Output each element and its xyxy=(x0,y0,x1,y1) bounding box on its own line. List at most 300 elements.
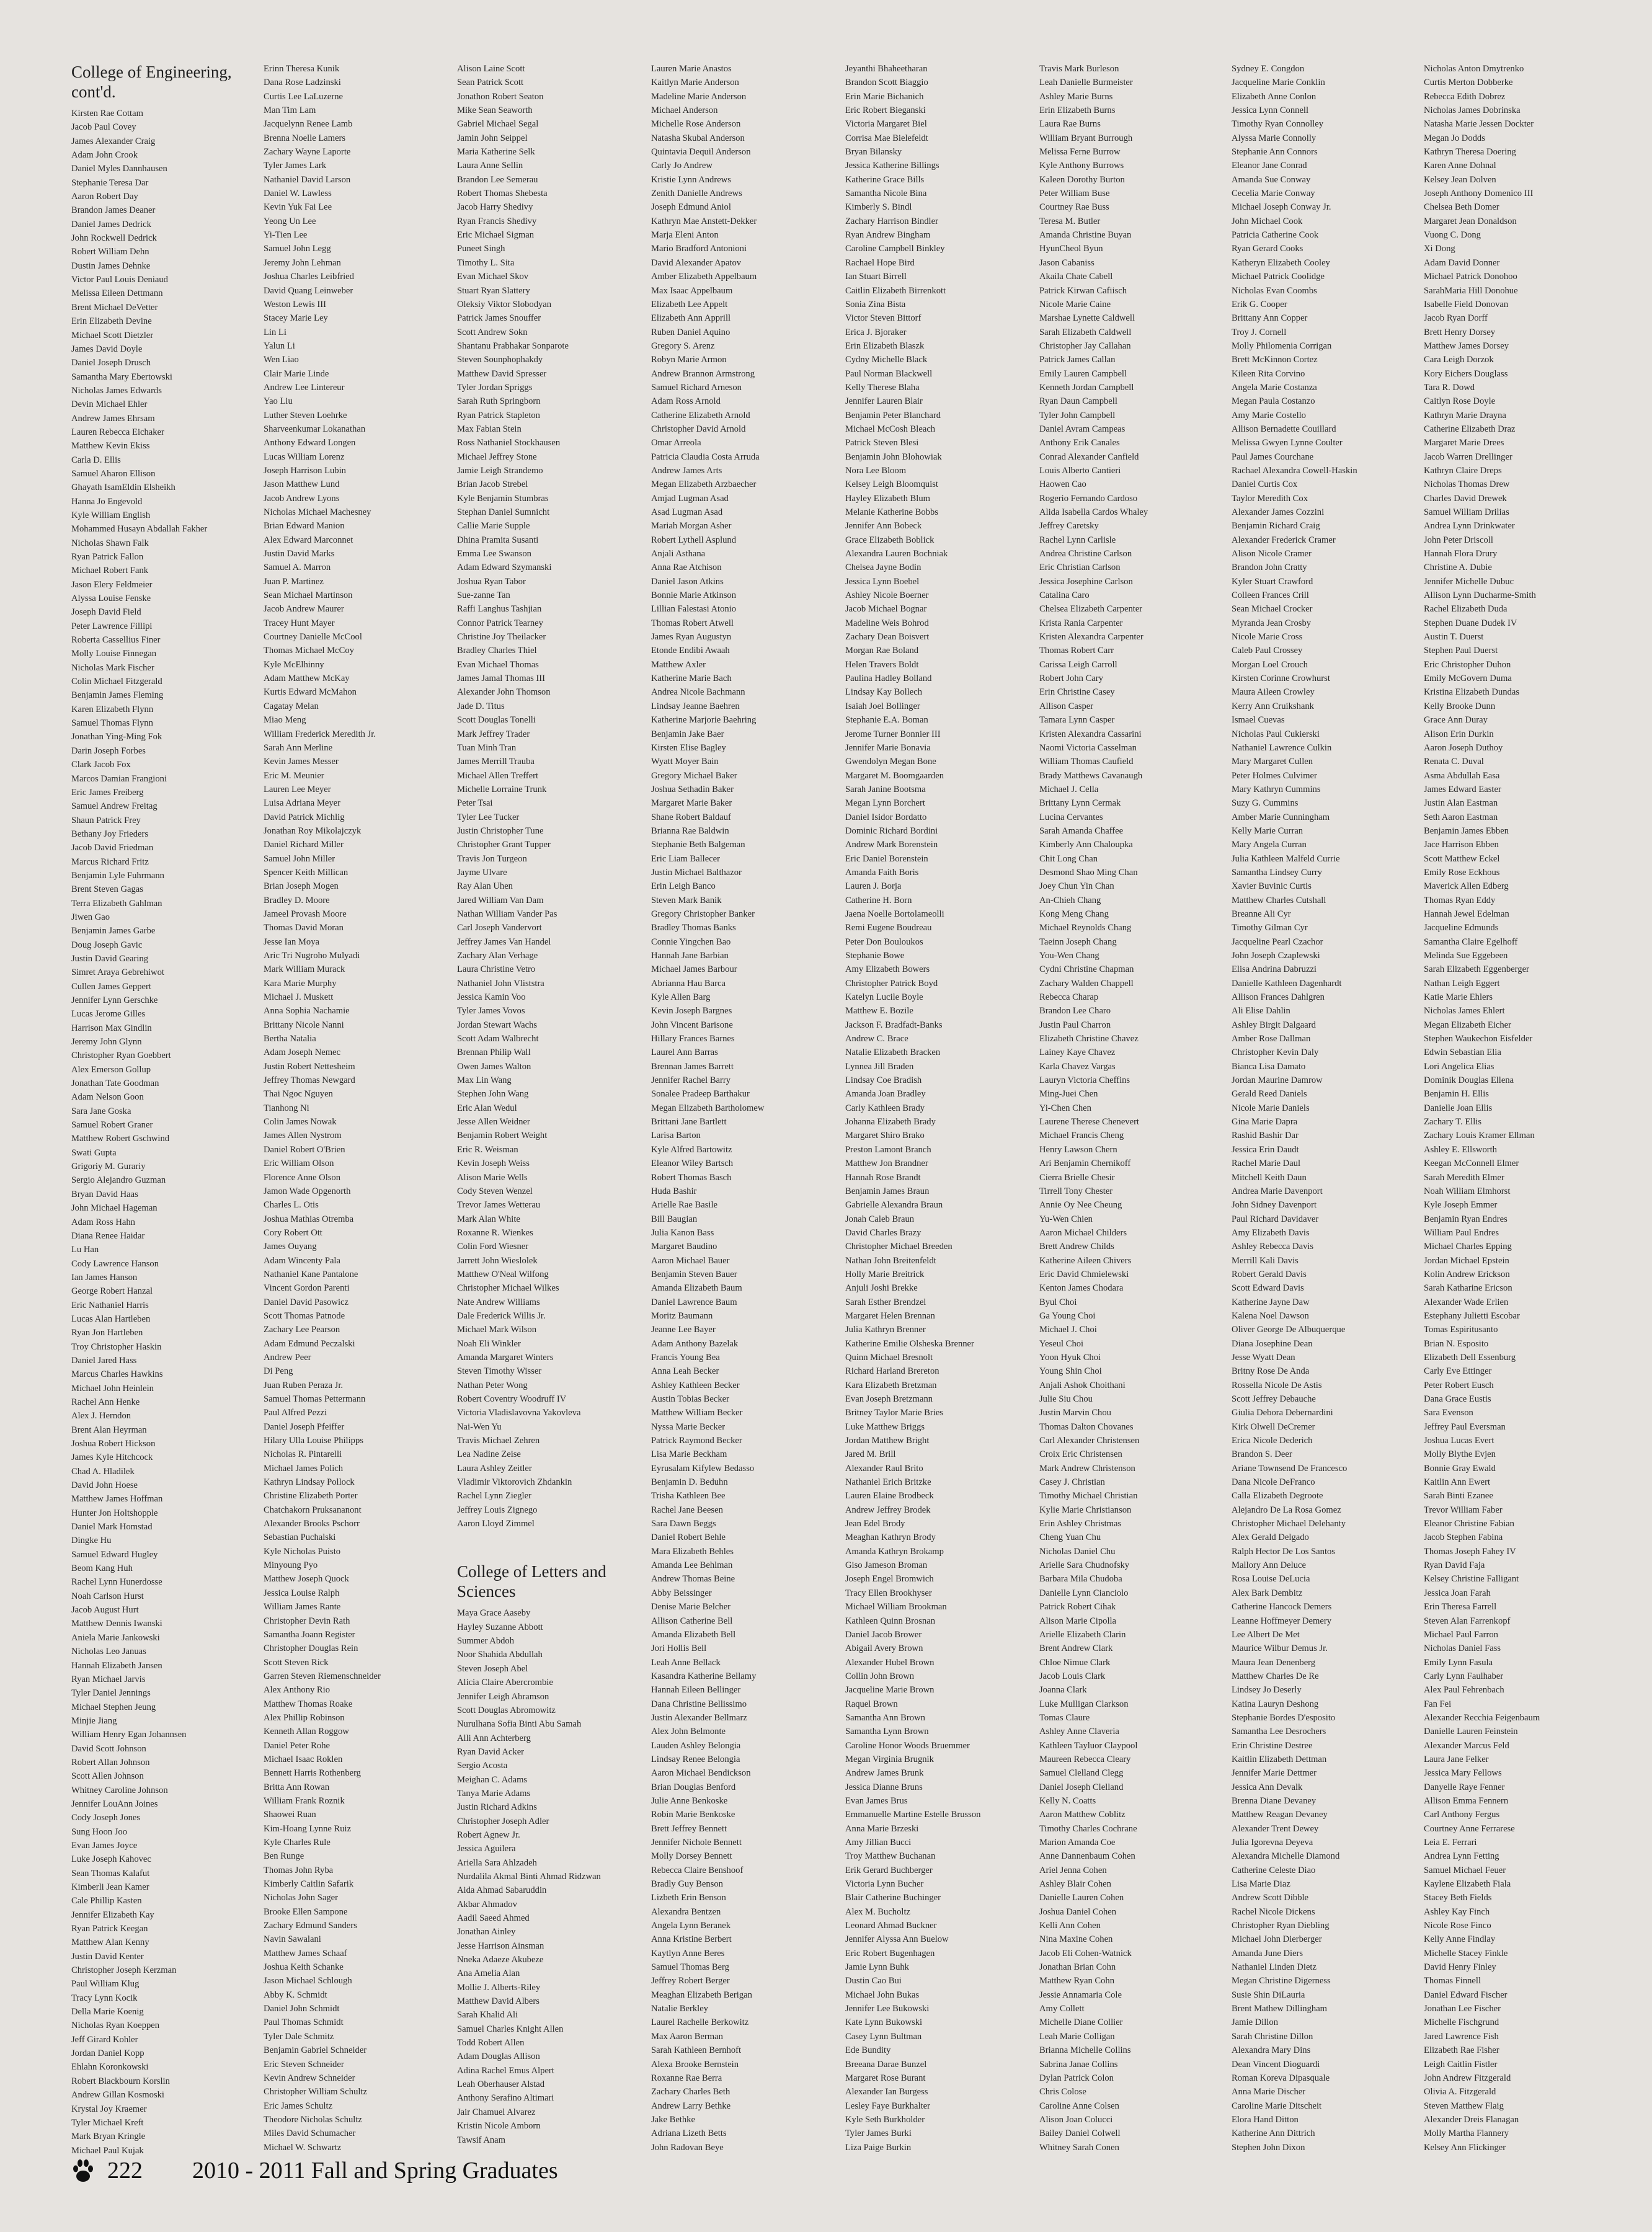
graduate-name: Carla D. Ellis xyxy=(71,455,121,465)
graduate-name: Julia Kathleen Malfeld Currie xyxy=(1232,853,1340,864)
graduate-name: Connor Patrick Tearney xyxy=(457,618,543,628)
graduate-name: Marcus Richard Fritz xyxy=(71,856,149,867)
graduate-name: Samantha Mary Ebertowski xyxy=(71,371,172,382)
graduate-name: Cale Phillip Kasten xyxy=(71,1896,142,1906)
graduate-name: Michael Jeffrey Stone xyxy=(457,451,537,462)
graduate-name: Alexandra Michelle Diamond xyxy=(1232,1851,1340,1862)
graduate-name: Jacqueline Edmunds xyxy=(1424,923,1499,933)
graduate-name: Elizabeth Ann Apprill xyxy=(651,313,731,324)
graduate-name: Hillary Frances Barnes xyxy=(651,1034,735,1044)
graduate-name: Andrew Jeffrey Brodek xyxy=(845,1505,931,1515)
graduate-name: Ryan Gerard Cooks xyxy=(1232,244,1303,254)
graduate-name: Kirsten Rae Cottam xyxy=(71,109,143,118)
graduate-name: Harrison Max Gindlin xyxy=(71,1023,152,1033)
graduate-name: Raquel Brown xyxy=(845,1699,898,1709)
graduate-name: Natalie Elizabeth Bracken xyxy=(845,1047,941,1058)
graduate-name: Dean Vincent Dioguardi xyxy=(1232,2059,1320,2070)
graduate-name: Nicholas James Dobrinska xyxy=(1424,105,1521,116)
graduate-name: Michael Robert Fank xyxy=(71,566,149,576)
graduate-name: Kory Eichers Douglass xyxy=(1424,368,1508,379)
graduate-name: Evan Michael Skov xyxy=(457,272,529,282)
graduate-name: Lisa Marie Diaz xyxy=(1232,1879,1290,1890)
graduate-name: Jesse Harrison Ainsman xyxy=(457,1941,544,1951)
graduate-name: Jessica Josephine Carlson xyxy=(1039,576,1133,587)
graduate-name: Katherine Emilie Olsheska Brenner xyxy=(845,1338,974,1349)
graduate-name: Samuel Andrew Freitag xyxy=(71,801,158,812)
graduate-name: Robert John Cary xyxy=(1039,674,1103,684)
graduate-name: Brett Jeffrey Bennett xyxy=(651,1823,727,1834)
graduate-name: Leonard Ahmad Buckner xyxy=(845,1921,937,1931)
graduate-name: Robyn Marie Armon xyxy=(651,355,727,365)
graduate-name: Amanda Joan Bradley xyxy=(845,1089,926,1100)
graduate-name: Nora Lee Bloom xyxy=(845,465,907,476)
graduate-name: Eric James Schultz xyxy=(264,2101,333,2111)
graduate-name: Miles David Schumacher xyxy=(264,2128,356,2139)
graduate-name: Jared M. Brill xyxy=(845,1449,896,1460)
graduate-name: Joshua Daniel Cohen xyxy=(1039,1906,1117,1917)
graduate-name: Hannah Flora Drury xyxy=(1424,549,1498,559)
graduate-name: Emily Rose Eckhous xyxy=(1424,867,1500,878)
graduate-name: Justin David Kenter xyxy=(71,1951,144,1962)
graduate-name: Yao Liu xyxy=(264,396,293,407)
graduate-name: Croix Eric Christensen xyxy=(1039,1449,1122,1460)
graduate-name: Erin Leigh Banco xyxy=(651,881,716,892)
graduate-name: Molly Blythe Evjen xyxy=(1424,1449,1496,1460)
graduate-name: Tara R. Dowd xyxy=(1424,382,1475,393)
graduate-name: Kelly Anne Findlay xyxy=(1424,1934,1496,1945)
graduate-name: Asad Lugman Asad xyxy=(651,507,723,517)
graduate-name: Kasandra Katherine Bellamy xyxy=(651,1671,757,1681)
graduate-name: Lea Nadine Zeise xyxy=(457,1449,521,1460)
graduate-name: Zachary Harrison Bindler xyxy=(845,216,938,226)
graduate-name: Erica J. Bjoraker xyxy=(845,327,907,337)
graduate-name: James Merrill Traubа xyxy=(457,757,535,767)
graduate-name: Maura Aileen Crowley xyxy=(1232,687,1315,698)
graduate-name: Kaytlyn Anne Beres xyxy=(651,1948,725,1959)
graduate-name: Paulina Hadley Bolland xyxy=(845,674,932,684)
graduate-name: Dominik Douglas Ellena xyxy=(1424,1075,1514,1086)
graduate-name: Lauden Ashley Belongia xyxy=(651,1740,741,1751)
graduate-name: Moritz Baumann xyxy=(651,1310,713,1321)
graduate-name: Margaret Marie Baker xyxy=(651,798,732,809)
graduate-name: Caroline Honor Woods Bruemmer xyxy=(845,1740,970,1751)
graduate-name: Tyler James Vovos xyxy=(457,1006,525,1016)
graduate-name: Adam John Crook xyxy=(71,150,138,161)
graduate-name: Rachael Alexandra Cowell-Haskin xyxy=(1232,465,1357,476)
graduate-name: Kelsey Leigh Bloomquist xyxy=(845,479,938,490)
graduate-name: Benjamin James Braun xyxy=(845,1186,930,1196)
graduate-name: Aadil Saeed Ahmed xyxy=(457,1913,530,1923)
graduate-name: Minjie Jiang xyxy=(71,1715,117,1726)
graduate-name: Stephen Paul Duerst xyxy=(1424,646,1498,656)
graduate-name: Hayley Elizabeth Blum xyxy=(845,493,930,504)
graduate-name: Kathryn Marie Drayna xyxy=(1424,410,1506,420)
graduate-name: Amanda Elizabeth Baum xyxy=(651,1283,742,1294)
graduate-name: Ghayath IsamEldin Elsheikh xyxy=(71,482,175,493)
graduate-name: Matthew Axler xyxy=(651,659,706,670)
graduate-name: Thomas John Ryba xyxy=(264,1865,334,1875)
graduate-name: Aric Tri Nugroho Mulyadi xyxy=(264,951,360,961)
graduate-name: Doug Joseph Gavic xyxy=(71,940,143,950)
graduate-name: Yu-Wen Chien xyxy=(1039,1214,1093,1224)
graduate-name: Sarah Esther Brendzel xyxy=(845,1297,926,1307)
graduate-name: Jiwen Gao xyxy=(71,912,110,922)
graduate-name: William Paul Endres xyxy=(1424,1227,1499,1238)
graduate-name: Caroline Marie Ditscheit xyxy=(1232,2101,1322,2111)
graduate-name: Bennett Harris Rothenberg xyxy=(264,1768,361,1779)
graduate-name: Taylor Meredith Cox xyxy=(1232,493,1308,504)
graduate-name: Cara Leigh Dorzok xyxy=(1424,355,1494,365)
graduate-name: Bertha Natalia xyxy=(264,1034,316,1044)
graduate-name: Eric Daniel Borenstein xyxy=(845,853,928,864)
column-8 xyxy=(1424,62,1610,2154)
graduate-name: Robert Allan Johnson xyxy=(71,1757,150,1767)
graduate-name: Mark Andrew Christenson xyxy=(1039,1463,1135,1474)
graduate-name: Sung Hoon Joo xyxy=(71,1826,128,1837)
graduate-name: Amanda June Diers xyxy=(1232,1948,1303,1959)
graduate-name: Stephanie E.A. Boman xyxy=(845,715,928,726)
graduate-name: Ryan Daun Campbell xyxy=(1039,396,1117,407)
graduate-name: Samuel William Drilias xyxy=(1424,507,1509,517)
graduate-name: Xavier Buvinic Curtis xyxy=(1232,881,1312,892)
graduate-name: Patrick Robert Cihak xyxy=(1039,1602,1116,1612)
paw-print-icon xyxy=(71,2158,95,2184)
graduate-name: Huda Bashir xyxy=(651,1186,697,1196)
graduate-name: Anna Rae Atchison xyxy=(651,562,722,573)
graduate-name: Catherine Hancock Demers xyxy=(1232,1602,1332,1612)
graduate-name: Nathaniel Erich Britzke xyxy=(845,1477,931,1488)
graduate-name: Summer Abdoh xyxy=(457,1636,515,1647)
graduate-name: Hayley Suzanne Abbott xyxy=(457,1622,543,1632)
graduate-name: Matthew Reagan Devaney xyxy=(1232,1810,1328,1820)
graduate-name: Daniel Isidor Bordatto xyxy=(845,812,927,822)
graduate-name: Kevin Joseph Weiss xyxy=(457,1158,530,1169)
graduate-name: Krystal Joy Kraemer xyxy=(71,2104,147,2114)
graduate-name: Sarah Ann Merline xyxy=(264,742,333,753)
graduate-name: Zachary Charles Beth xyxy=(651,2087,731,2097)
graduate-name: Laura Rae Burns xyxy=(1039,119,1101,130)
graduate-name: Kylie Marie Christianson xyxy=(1039,1505,1132,1515)
graduate-name: Kevin Joseph Bargnes xyxy=(651,1006,732,1016)
graduate-name: Zachary Lee Pearson xyxy=(264,1325,340,1335)
graduate-name: Andrew Gillan Kosmoski xyxy=(71,2090,164,2101)
graduate-name: Giulia Debora Debernardini xyxy=(1232,1408,1333,1418)
graduate-name: Thomas Joseph Fahey IV xyxy=(1424,1546,1516,1557)
graduate-name: Gwendolyn Megan Bone xyxy=(845,757,936,767)
graduate-name: Alexander Recchia Feigenbaum xyxy=(1424,1712,1540,1723)
graduate-name: Christopher Jay Callahan xyxy=(1039,340,1131,351)
graduate-name: Jeffrey Louis Zignego xyxy=(457,1505,538,1515)
graduate-name: Jeffrey Thomas Newgard xyxy=(264,1075,355,1086)
graduate-name: Christopher Devin Rath xyxy=(264,1616,350,1626)
graduate-name: Matthew James Schaaf xyxy=(264,1948,347,1959)
graduate-name: Danielle Lynn Cianciolo xyxy=(1039,1588,1129,1598)
graduate-name: Matthew William Becker xyxy=(651,1408,743,1418)
graduate-name: Jordan Maurine Damrow xyxy=(1232,1075,1323,1086)
graduate-name: Adam David Donner xyxy=(1424,257,1500,268)
graduate-name: Rebecca Charap xyxy=(1039,992,1099,1003)
graduate-name: Alison Laine Scott xyxy=(457,64,525,74)
graduate-name: Margaret Rose Burant xyxy=(845,2073,926,2083)
graduate-name: Jonathan Ainley xyxy=(457,1927,516,1937)
graduate-name: Michael J. Muskett xyxy=(264,992,334,1003)
graduate-name: Giso Jameson Broman xyxy=(845,1560,928,1571)
graduate-name: Matthew Jon Brandner xyxy=(845,1158,928,1169)
graduate-name: Sarah Elizabeth Caldwell xyxy=(1039,327,1132,337)
graduate-name: Travis Michael Zehren xyxy=(457,1436,540,1446)
graduate-name: Robert Thomas Shebesta xyxy=(457,189,548,199)
graduate-name: Rachel Lynn Hunerdosse xyxy=(71,1577,162,1588)
graduate-name: Kyle Benjamin Stumbras xyxy=(457,493,549,504)
graduate-name: Seth Aaron Eastman xyxy=(1424,812,1498,822)
graduate-name: Samantha Lee Desrochers xyxy=(1232,1727,1326,1737)
graduate-name: Kelly Marie Curran xyxy=(1232,825,1303,836)
graduate-name: Jennifer Leigh Abramson xyxy=(457,1691,549,1702)
graduate-name: SarahMaria Hill Donohue xyxy=(1424,285,1518,296)
graduate-name: Jordan Matthew Bright xyxy=(845,1436,930,1446)
graduate-name: Yeong Un Lee xyxy=(264,216,316,226)
graduate-name: Margaret Marie Drees xyxy=(1424,438,1504,448)
graduate-name: Britny Rose De Anda xyxy=(1232,1366,1310,1377)
graduate-name: Jessica Kamin Voo xyxy=(457,992,526,1003)
graduate-name: Tyler Dale Schmitz xyxy=(264,2031,334,2042)
graduate-name: Joshua Lucas Evert xyxy=(1424,1436,1494,1446)
graduate-name: Matthew David Albers xyxy=(457,1996,540,2007)
graduate-name: Man Tim Lam xyxy=(264,105,316,116)
graduate-name: Lindsay Coe Bradish xyxy=(845,1075,922,1086)
graduate-name: Leigh Caitlin Fistler xyxy=(1424,2059,1498,2070)
graduate-name: Abby Beissinger xyxy=(651,1588,712,1598)
graduate-name: Ray Alan Uhen xyxy=(457,881,513,892)
graduate-name: Paul William Klug xyxy=(71,1979,140,1990)
graduate-name: Christopher Michael Delehanty xyxy=(1232,1519,1346,1529)
graduate-name: Jeremy John Glynn xyxy=(71,1037,142,1047)
graduate-name: Jeremy John Lehman xyxy=(264,257,341,268)
graduate-name: Ryan David Acker xyxy=(457,1746,525,1757)
graduate-name: Meaghan Elizabeth Berigan xyxy=(651,1990,752,2000)
graduate-name: Jessica Erin Daudt xyxy=(1232,1144,1299,1155)
graduate-name: You-Wen Chang xyxy=(1039,951,1099,961)
graduate-name: Jessica Joan Farah xyxy=(1424,1588,1491,1598)
graduate-name: Arielle Sara Chudnofsky xyxy=(1039,1560,1130,1571)
graduate-name: Eleanor Wiley Bartsch xyxy=(651,1158,734,1169)
graduate-name: Bradley Thomas Banks xyxy=(651,923,736,933)
graduate-name: Diana Josephine Dean xyxy=(1232,1338,1313,1349)
graduate-name: Brandon Lee Charo xyxy=(1039,1006,1111,1016)
graduate-name: Carly Jo Andrew xyxy=(651,161,713,171)
graduate-name: Karla Chavez Vargas xyxy=(1039,1061,1116,1072)
graduate-name: Jeffrey Caretsky xyxy=(1039,521,1099,531)
graduate-name: Christopher Joseph Kerzman xyxy=(71,1965,177,1976)
graduate-name: James Kyle Hitchcock xyxy=(71,1452,153,1463)
graduate-name: Nicholas James Ehlert xyxy=(1424,1006,1505,1016)
graduate-name: Peter Robert Eusch xyxy=(1424,1380,1494,1390)
graduate-name: Katherine Ann Dittrich xyxy=(1232,2128,1315,2139)
graduate-name: Anna Kristine Berbert xyxy=(651,1934,732,1945)
graduate-name: Kathleen Quinn Brosnan xyxy=(845,1616,936,1626)
graduate-name: Adam Matthew McKay xyxy=(264,674,350,684)
graduate-name: Byul Choi xyxy=(1039,1297,1077,1307)
graduate-name: Catherine Celeste Diao xyxy=(1232,1865,1316,1875)
graduate-name: Daniel Robert Behle xyxy=(651,1532,726,1543)
graduate-name: Patrick Steven Blesi xyxy=(845,438,919,448)
graduate-name: Jerome Turner Bonnier III xyxy=(845,729,941,739)
graduate-name: Anna Marie Brzeski xyxy=(845,1823,919,1834)
graduate-name: Mara Elizabeth Behles xyxy=(651,1546,734,1557)
graduate-name: Andrew Larry Bethke xyxy=(651,2101,731,2111)
graduate-name: Joanna Clark xyxy=(1039,1685,1087,1696)
graduate-name: Cody Steven Wenzel xyxy=(457,1186,533,1196)
graduate-name: Cheng Yuan Chu xyxy=(1039,1532,1101,1543)
graduate-name: Amanda Faith Boris xyxy=(845,867,919,878)
graduate-name: Benjamin Robert Weight xyxy=(457,1131,548,1141)
graduate-name: Jessica Lynn Connell xyxy=(1232,105,1309,116)
graduate-name: Alida Isabella Cardos Whaley xyxy=(1039,507,1148,517)
graduate-name: Kenton James Chodara xyxy=(1039,1283,1124,1294)
graduate-name: Lindsay Kay Bollech xyxy=(845,687,923,698)
graduate-name: Joshua Mathias Otremba xyxy=(264,1214,354,1224)
graduate-name: Johanna Elizabeth Brady xyxy=(845,1117,936,1127)
graduate-name: Oliver George De Albuquerque xyxy=(1232,1325,1346,1335)
graduate-name: Abby K. Schmidt xyxy=(264,1990,327,2000)
graduate-name: Dana Christine Bellissimo xyxy=(651,1699,747,1709)
graduate-name: Louis Alberto Cantieri xyxy=(1039,465,1121,476)
graduate-name: Andrew Brannon Armstrong xyxy=(651,368,755,379)
graduate-name: Alexander Brooks Pschorr xyxy=(264,1519,360,1529)
graduate-name: Carl Anthony Fergus xyxy=(1424,1810,1500,1820)
graduate-name: Catherine Elizabeth Draz xyxy=(1424,424,1516,434)
graduate-name: Jennifer Marie Dettmer xyxy=(1232,1768,1317,1779)
graduate-name: Amber Rose Dallman xyxy=(1232,1034,1311,1044)
graduate-name: Marshae Lynette Caldwell xyxy=(1039,313,1135,324)
column-3 xyxy=(457,62,643,2147)
graduate-name: Sergio Alejandro Guzman xyxy=(71,1175,166,1186)
graduate-name: Hilary Ulla Louise Philipps xyxy=(264,1436,363,1446)
graduate-name: Ashley Nicole Boerner xyxy=(845,590,929,601)
graduate-name: Jamie Dillon xyxy=(1232,2017,1278,2028)
graduate-name: William Frederick Meredith Jr. xyxy=(264,729,376,739)
graduate-name: Amanda Elizabeth Bell xyxy=(651,1629,736,1640)
graduate-name: Colleen Frances Crill xyxy=(1232,590,1309,601)
graduate-name: Matthew Joseph Quock xyxy=(264,1574,349,1585)
graduate-name: Elizabeth Dell Essenburg xyxy=(1424,1352,1516,1363)
graduate-name: Cierra Brielle Chesir xyxy=(1039,1172,1115,1183)
graduate-name: Scott Adam Walbrecht xyxy=(457,1034,539,1044)
graduate-name: Ryan Michael Jarvis xyxy=(71,1674,146,1684)
graduate-name: Michael Mark Wilson xyxy=(457,1325,537,1335)
graduate-name: Michelle Lorraine Trunk xyxy=(457,784,547,794)
graduate-name: Andrew Peer xyxy=(264,1352,311,1363)
graduate-name: Lauren Rebecca Eichaker xyxy=(71,427,164,437)
graduate-name: Leia E. Ferrari xyxy=(1424,1838,1477,1847)
graduate-name: Tracey Hunt Mayer xyxy=(264,618,335,628)
graduate-name: Alison Marie Cipolla xyxy=(1039,1616,1117,1626)
graduate-name: Margaret Baudino xyxy=(651,1242,717,1252)
graduate-name: Michael Scott Dietzler xyxy=(71,330,154,340)
graduate-name: Aaron Michael Bauer xyxy=(651,1255,730,1266)
graduate-name: Gina Marie Dapra xyxy=(1232,1117,1298,1127)
graduate-name: Michael Reynolds Chang xyxy=(1039,923,1132,933)
graduate-name: Larisa Barton xyxy=(651,1131,701,1141)
graduate-name: Michael William Brookman xyxy=(845,1602,947,1612)
graduate-name: Rachael Hope Bird xyxy=(845,257,915,268)
graduate-name: Ashley Marie Burns xyxy=(1039,91,1113,102)
graduate-name: Rossella Nicole De Astis xyxy=(1232,1380,1322,1390)
graduate-name: Jonathan Lee Fischer xyxy=(1424,2004,1501,2014)
graduate-name: Max Isaac Appelbaum xyxy=(651,285,733,296)
graduate-name: Carissa Leigh Carroll xyxy=(1039,659,1117,670)
graduate-name: Leanne Hoffmeyer Demery xyxy=(1232,1616,1331,1626)
graduate-name: Ian James Hanson xyxy=(71,1272,138,1283)
graduate-name: Roman Koreva Dipasquale xyxy=(1232,2073,1330,2083)
graduate-name: Tracy Lynn Kocik xyxy=(71,1993,138,2003)
graduate-name: Jennifer Lynn Gerschke xyxy=(71,995,158,1005)
graduate-name: Bryan David Haas xyxy=(71,1189,138,1199)
graduate-name: Kate Lynn Bukowski xyxy=(845,2017,923,2028)
graduate-name: Cydny Michelle Black xyxy=(845,355,928,365)
graduate-name: Samuel Richard Arneson xyxy=(651,382,742,393)
graduate-name: Alexander Dreis Flanagan xyxy=(1424,2114,1519,2125)
graduate-name: Maura Jean Denenberg xyxy=(1232,1657,1316,1668)
graduate-name: Melissa Gwyen Lynne Coulter xyxy=(1232,438,1343,448)
graduate-name: Jameel Provash Moore xyxy=(264,909,347,919)
graduate-name: Alex Anthony Rio xyxy=(264,1685,331,1696)
graduate-name: Yalun Li xyxy=(264,340,295,351)
graduate-name: Rosa Louise DeLucia xyxy=(1232,1574,1310,1585)
graduate-name: Justin Michael Balthazor xyxy=(651,867,742,878)
graduate-name: Sonia Zina Bista xyxy=(845,299,906,309)
graduate-name: Nate Andrew Williams xyxy=(457,1297,540,1307)
graduate-name: Paul Alfred Pezzi xyxy=(264,1408,327,1418)
graduate-name: Whitney Sarah Conen xyxy=(1039,2142,1119,2153)
graduate-name: Ryan Patrick Fallon xyxy=(71,552,144,562)
graduate-name: Ashley Kay Finch xyxy=(1424,1906,1490,1917)
graduate-name: Gregory Michael Baker xyxy=(651,770,737,781)
graduate-name: Clair Marie Linde xyxy=(264,368,329,379)
graduate-name: Jonathan Roy Mikolajczyk xyxy=(264,825,362,836)
graduate-name: Alexander Frederick Cramer xyxy=(1232,535,1336,545)
graduate-name: Breeana Darae Bunzel xyxy=(845,2059,927,2070)
graduate-name: Nicholas Leo Januas xyxy=(71,1647,146,1657)
graduate-name: Robert Coventry Woodruff IV xyxy=(457,1394,567,1404)
graduate-name: Amjad Lugman Asad xyxy=(651,493,729,504)
graduate-name: Samuel Thomas Pettermann xyxy=(264,1394,366,1404)
graduate-name: Quinn Michael Bresnolt xyxy=(845,1352,933,1363)
graduate-name: Morgan Loel Crouch xyxy=(1232,659,1308,670)
graduate-name: Aniela Marie Jankowski xyxy=(71,1632,160,1643)
graduate-name: John Andrew Fitzgerald xyxy=(1424,2073,1511,2083)
graduate-name: Melissa Eileen Dettmann xyxy=(71,288,163,299)
graduate-name: Alex Paul Fehrenbach xyxy=(1424,1685,1504,1696)
graduate-name: John Sidney Davenport xyxy=(1232,1200,1317,1211)
graduate-name: Bailey Daniel Colwell xyxy=(1039,2128,1121,2139)
graduate-name: Mohammed Husayn Abdallah Fakher xyxy=(71,524,208,535)
page-footer xyxy=(71,2152,558,2189)
graduate-name: Sebastian Puchalski xyxy=(264,1532,336,1543)
graduate-name: Max Fabian Stein xyxy=(457,424,522,434)
graduate-name: Joseph Harrison Lubin xyxy=(264,465,346,476)
graduate-name: Kyle Joseph Emmer xyxy=(1424,1200,1498,1211)
graduate-name: Nicholas Mark Fischer xyxy=(71,662,154,673)
graduate-name: Matthew Thomas Roake xyxy=(264,1699,353,1709)
graduate-name: Troy J. Cornell xyxy=(1232,327,1287,337)
graduate-name: Arielle Elizabeth Clarin xyxy=(1039,1629,1126,1640)
graduate-name: Mario Bradford Antonioni xyxy=(651,244,747,254)
graduate-name: Haowen Cao xyxy=(1039,479,1086,490)
graduate-name: Renata C. Duval xyxy=(1424,757,1484,767)
graduate-name: Michael John Heinlein xyxy=(71,1383,154,1394)
graduate-name: Hannah Jewel Edelman xyxy=(1424,909,1509,919)
